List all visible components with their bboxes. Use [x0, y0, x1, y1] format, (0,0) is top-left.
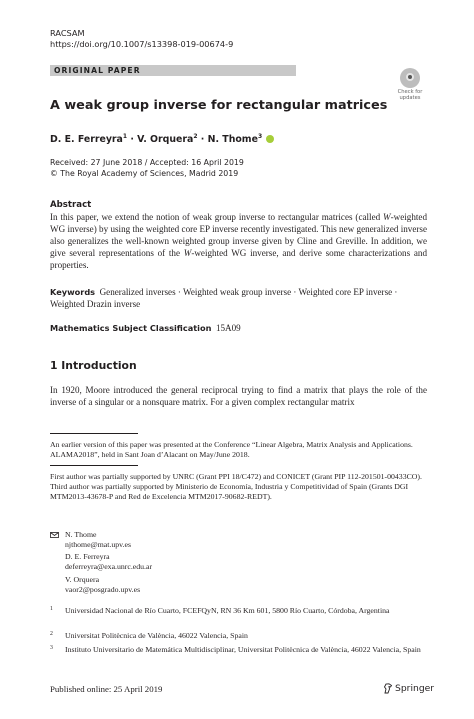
- msc: [50, 322, 427, 334]
- contact-2: [65, 552, 152, 572]
- springer-horse-icon: [383, 683, 393, 694]
- intro-heading: 1 Introduction: [50, 359, 137, 372]
- affiliation-number: 3: [50, 645, 53, 651]
- contact-name: D. E. Ferreyra: [65, 552, 110, 561]
- footnote-rule: [50, 465, 138, 466]
- envelope-icon: [50, 532, 59, 538]
- publisher-logo: [383, 683, 434, 694]
- author-2: V. Orquera: [137, 134, 194, 145]
- footnote-rule: [50, 433, 138, 434]
- copyright: © The Royal Academy of Sciences, Madrid 2019: [50, 169, 239, 178]
- author-separator: ·: [127, 134, 138, 145]
- publisher-name: Springer: [395, 683, 435, 694]
- section-label: ORIGINAL PAPER: [54, 66, 141, 75]
- crossmark-badge[interactable]: [394, 66, 426, 102]
- doi-link[interactable]: https://doi.org/10.1007/s13398-019-00674-9: [50, 39, 234, 49]
- journal-name: RACSAM: [50, 28, 85, 38]
- contact-name: V. Orquera: [65, 575, 100, 584]
- author-3-affiliation: 3: [257, 133, 263, 140]
- abstract-part: -weighted WG inverse) by using the weighted core EP inverse recently investigated. This new generalized inverse also generalizes the well-known weighted group inverse given by Cline and Greville. In addition, we give several representations of the: [50, 212, 427, 259]
- affiliation-number: 1: [50, 606, 53, 612]
- affiliation-number: 2: [50, 631, 53, 637]
- affiliation-text: Universitat Politècnica de València, 46022 Valencia, Spain: [65, 631, 248, 640]
- orcid-icon[interactable]: [266, 135, 274, 143]
- article-dates: [50, 157, 244, 179]
- crossmark-icon: [400, 68, 420, 88]
- affiliation-text: Universidad Nacional de Río Cuarto, FCEFQyN, RN 36 Km 601, 5800 Río Cuarto, Córdoba, Argentina: [65, 606, 390, 615]
- journal-header: [50, 28, 233, 50]
- author-1-affiliation: 1: [122, 133, 128, 140]
- abstract-math: W: [183, 248, 192, 259]
- affiliation-text: Instituto Universitario de Matemática Multidisciplinar, Universitat Politècnica de València, 46022 Valencia, Spain: [65, 645, 421, 654]
- abstract-math: W: [383, 212, 391, 222]
- keywords-text: Generalized inverses · Weighted weak group inverse · Weighted core EP inverse · Weighted Drazin inverse: [50, 287, 398, 310]
- keywords: [50, 286, 427, 310]
- contact-email[interactable]: deferreyra@exa.unrc.edu.ar: [65, 562, 153, 571]
- paper-title: A weak group inverse for rectangular matrices: [50, 98, 388, 113]
- abstract-part: -weighted WG inverse, and derive some characterizations and properties.: [50, 248, 427, 271]
- abstract-part: In this paper, we extend the notion of weak group inverse to rectangular matrices (called: [50, 212, 384, 222]
- contact-email[interactable]: njthome@mat.upv.es: [65, 540, 132, 549]
- published-online: Published online: 25 April 2019: [50, 684, 163, 694]
- crossmark-line2: updates: [399, 95, 421, 101]
- footnote-funding: First author was partially supported by UNRC (Grant PPI 18/C472) and CONICET (Grant PIP 112-201501-00433CO). Third author was partially supported by Ministerio de Economía, Industria y Competitividad of Spain (Grants DGI MTM2013-43678-P and Red de Excelencia MTM2017-90682-REDT).: [50, 472, 422, 501]
- contact-1: [65, 530, 131, 550]
- contact-email[interactable]: vaor2@posgrado.upv.es: [65, 585, 141, 594]
- author-2-affiliation: 2: [193, 133, 198, 140]
- contact-3: [65, 575, 140, 595]
- contact-name: N. Thome: [65, 530, 97, 539]
- abstract-text: [50, 211, 427, 271]
- msc-heading: Mathematics Subject Classification: [50, 323, 212, 333]
- author-list: [50, 130, 274, 146]
- footnote-conference: An earlier version of this paper was presented at the Conference “Linear Algebra, Matrix Analysis and Applications. ALAMA2018”, held in Sant Joan d’Alacant on May/June 2018.: [50, 440, 413, 459]
- author-3: N. Thome: [207, 134, 258, 145]
- keywords-heading: Keywords: [50, 287, 96, 297]
- intro-text: In 1920, Moore introduced the general reciprocal trying to find a matrix that plays the role of the inverse of a singular or a nonsquare matrix. For a given complex rectangular matrix: [50, 385, 427, 408]
- msc-code: 15A09: [215, 323, 241, 333]
- crossmark-line1: Check for: [397, 89, 423, 95]
- received-accepted: Received: 27 June 2018 / Accepted: 16 April 2019: [50, 158, 244, 167]
- abstract-heading: Abstract: [50, 200, 92, 210]
- author-separator: ·: [197, 134, 208, 145]
- author-1: D. E. Ferreyra: [50, 134, 123, 145]
